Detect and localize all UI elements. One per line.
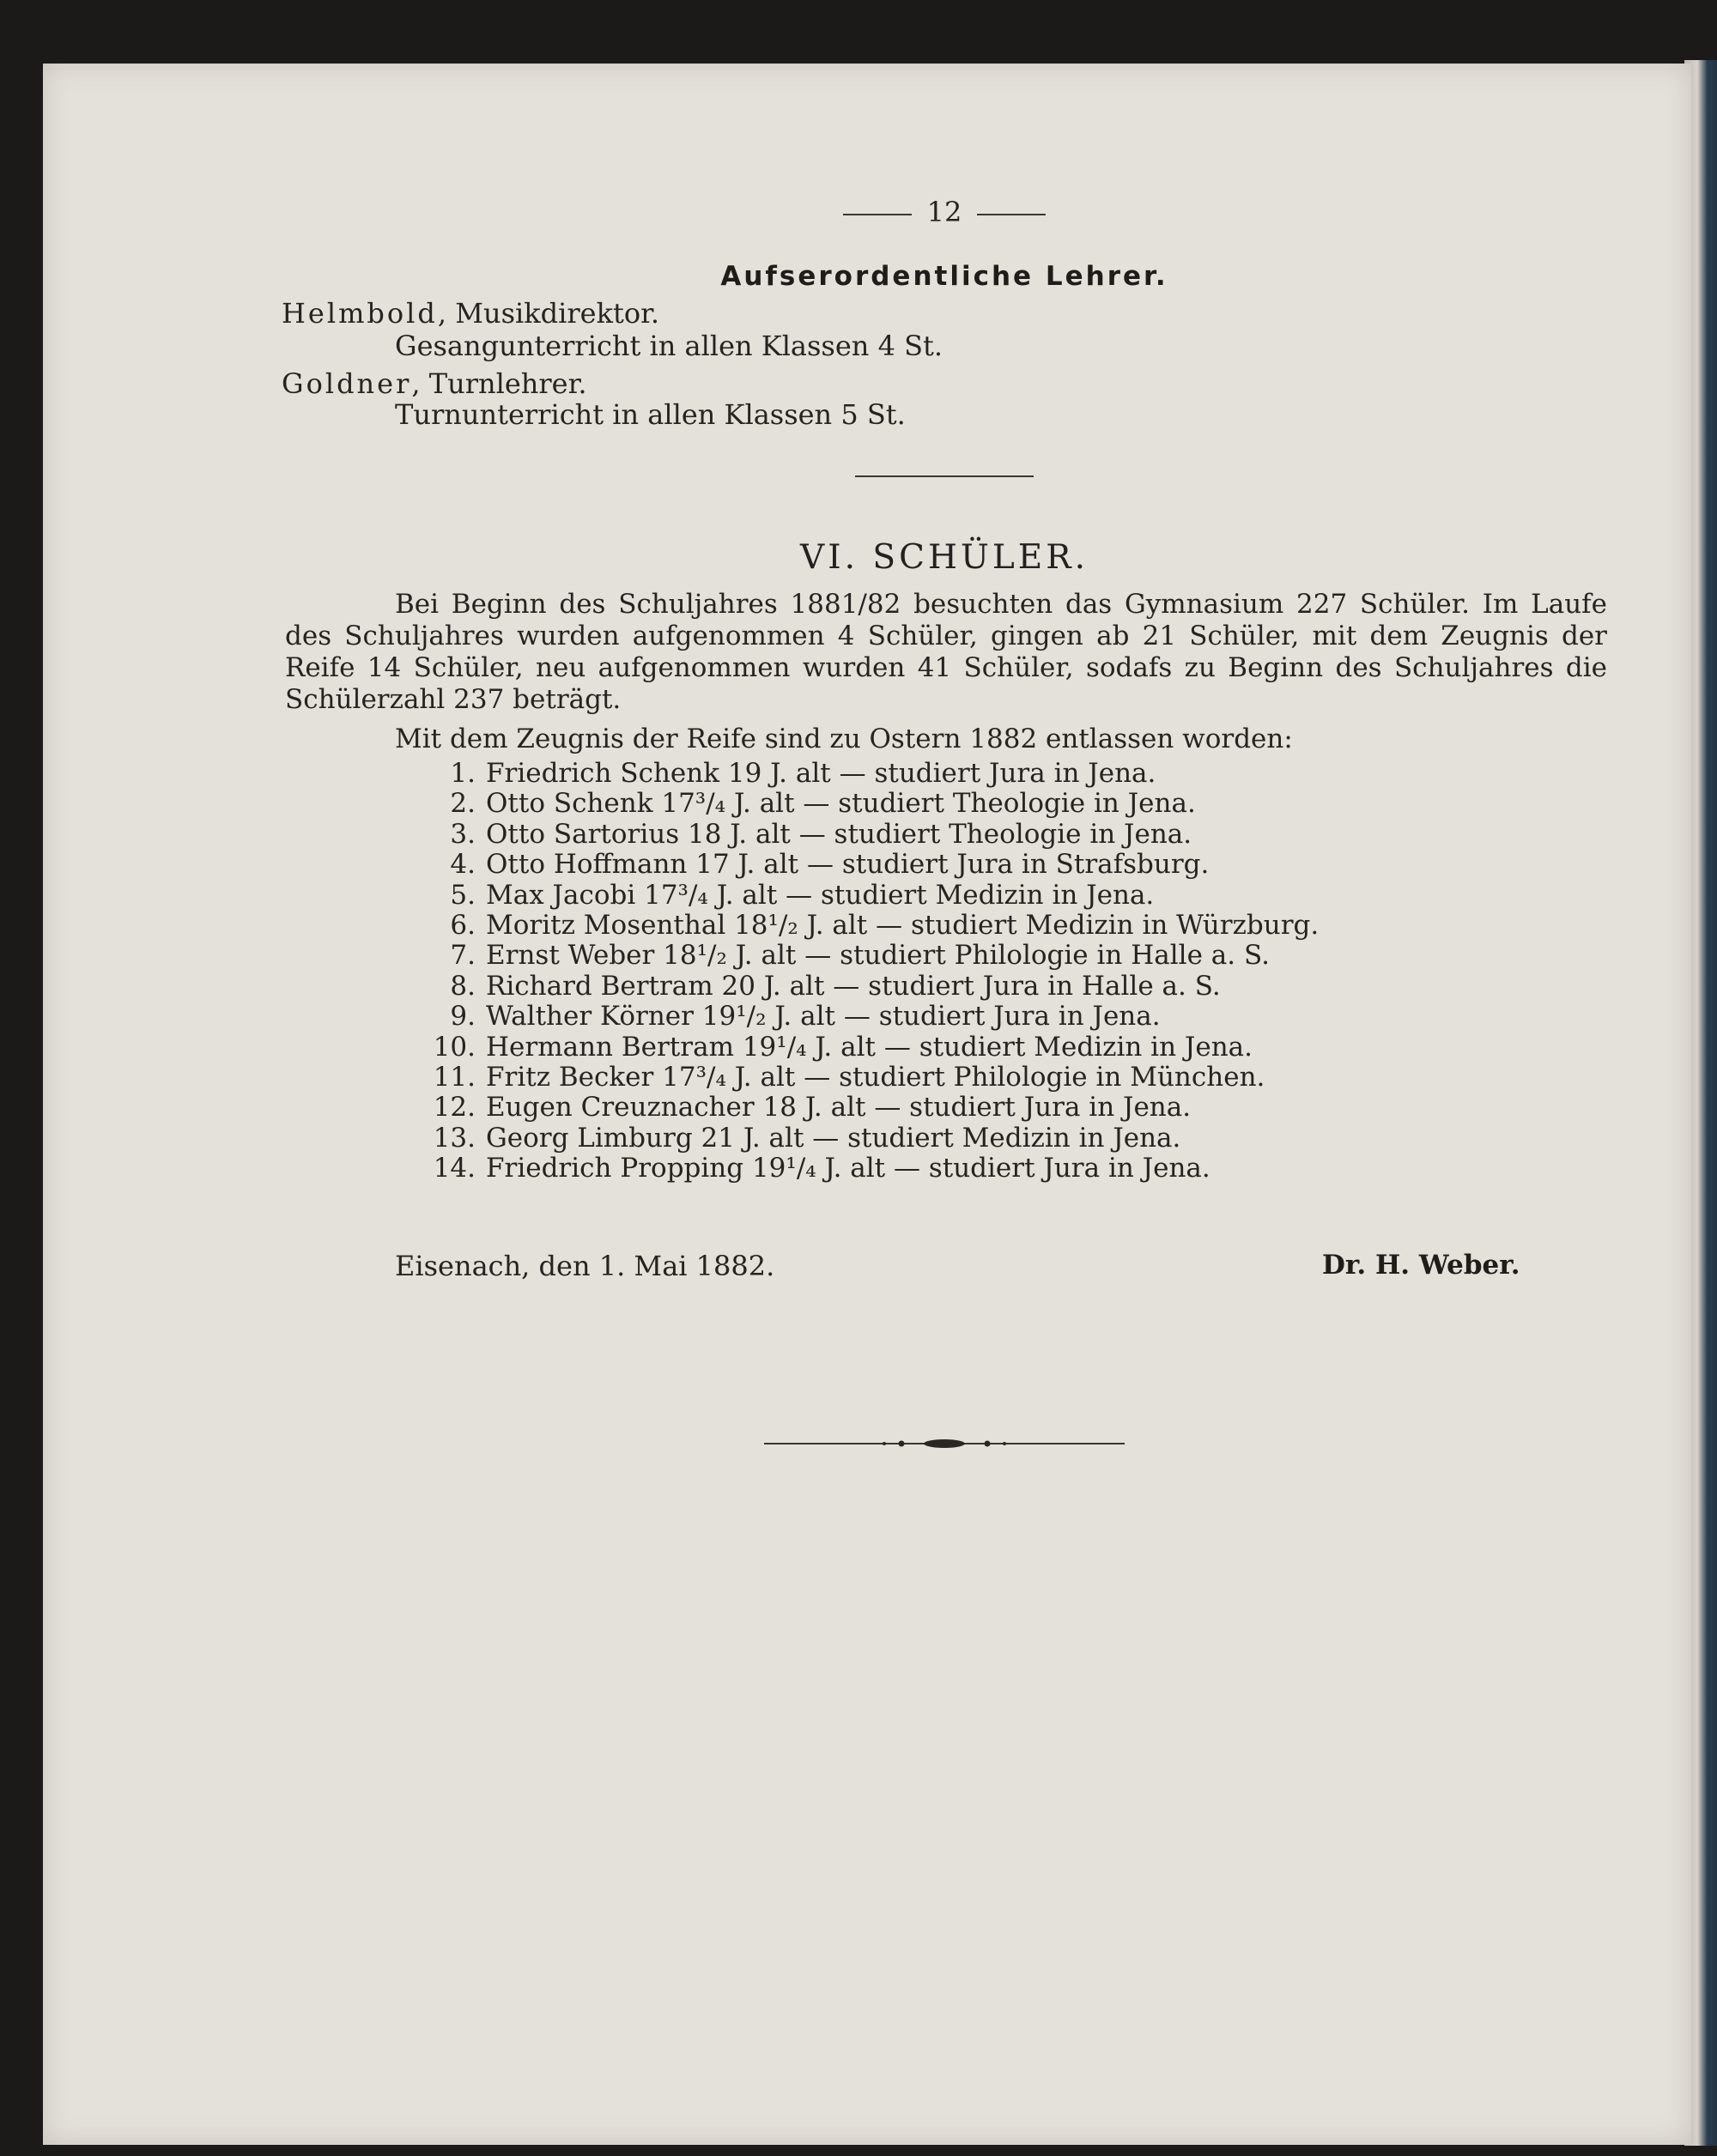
list-item-text: Ernst Weber 18¹/₂ J. alt — studiert Philologie in Halle a. S.	[486, 940, 1270, 972]
list-item	[421, 881, 1319, 911]
list-item-number: 1.	[450, 758, 476, 789]
teacher-name: Goldner	[282, 367, 412, 400]
list-item-text: Otto Sartorius 18 J. alt — studiert Theologie in Jena.	[486, 818, 1192, 850]
list-item-text: Friedrich Schenk 19 J. alt — studiert Jura in Jena.	[486, 758, 1156, 789]
list-item-number: 2.	[450, 788, 476, 820]
page-number	[824, 196, 1065, 228]
page-number-rule-right	[977, 214, 1046, 215]
teacher-role: , Musikdirektor.	[437, 297, 660, 330]
list-item-text: Eugen Creuznacher 18 J. alt — studiert Jura in Jena.	[486, 1092, 1192, 1123]
list-item-text: Friedrich Propping 19¹/₄ J. alt — studiert Jura in Jena.	[486, 1153, 1210, 1184]
list-item-text: Richard Bertram 20 J. alt — studiert Jura in Halle a. S.	[486, 970, 1221, 1002]
list-item-number: 10.	[433, 1031, 476, 1063]
teacher-entry	[282, 367, 587, 400]
list-item	[421, 1033, 1319, 1063]
teacher-subject: Turnunterricht in allen Klassen 5 St.	[395, 398, 906, 431]
list-item	[421, 1093, 1319, 1123]
list-item	[421, 1063, 1319, 1093]
closing-signature: Dr. H. Weber.	[1322, 1250, 1520, 1281]
extraordinary-teachers-heading: Aufserordentliche Lehrer.	[720, 261, 1168, 292]
ornament-divider-icon	[764, 1433, 1125, 1454]
list-item-number: 7.	[450, 940, 476, 972]
page-number-value: 12	[926, 196, 962, 228]
list-item-number: 5.	[450, 879, 476, 911]
section-divider	[855, 475, 1034, 477]
list-item-text: Otto Hoffmann 17 J. alt — studiert Jura in Strafsburg.	[486, 849, 1210, 881]
list-item-number: 13.	[433, 1122, 476, 1154]
list-item-text: Hermann Bertram 19¹/₄ J. alt — studiert Medizin in Jena.	[486, 1031, 1253, 1063]
list-item	[421, 972, 1319, 1002]
teacher-name: Helmbold	[282, 297, 438, 330]
list-item-number: 14.	[433, 1153, 476, 1184]
list-item-number: 4.	[450, 849, 476, 881]
list-item	[421, 789, 1319, 819]
teacher-entry	[282, 297, 659, 330]
graduates-list	[421, 759, 1319, 1184]
list-item-number: 12.	[433, 1092, 476, 1123]
list-item	[421, 820, 1319, 850]
list-item	[421, 1123, 1319, 1154]
list-item-text: Max Jacobi 17³/₄ J. alt — studiert Medizin in Jena.	[486, 879, 1155, 911]
list-intro: Mit dem Zeugnis der Reife sind zu Ostern 1882 entlassen worden:	[395, 724, 1293, 754]
list-item-number: 6.	[450, 910, 476, 942]
closing-place-date: Eisenach, den 1. Mai 1882.	[395, 1250, 775, 1282]
list-item	[421, 911, 1319, 941]
list-item-text: Georg Limburg 21 J. alt — studiert Medizin in Jena.	[486, 1122, 1181, 1154]
list-item	[421, 759, 1319, 789]
list-item	[421, 1154, 1319, 1184]
list-item-text: Otto Schenk 17³/₄ J. alt — studiert Theologie in Jena.	[486, 788, 1196, 820]
list-item	[421, 1002, 1319, 1032]
teacher-role: , Turnlehrer.	[411, 367, 587, 400]
list-item-number: 11.	[433, 1062, 476, 1093]
list-item-number: 3.	[450, 818, 476, 850]
section-paragraph: Bei Beginn des Schuljahres 1881/82 besuchten das Gymnasium 227 Schüler. Im Laufe des Schuljahres wurden aufgenommen 4 Schüler, gingen ab 21 Schüler, mit dem Zeugnis der Reife 14 Schüler, neu aufgenommen wurden 41 Schüler, sodafs zu Beginn des Schuljahres die Schülerzahl 237 beträgt.	[285, 589, 1607, 715]
list-item	[421, 941, 1319, 971]
list-item-number: 9.	[450, 1001, 476, 1033]
section-title: VI. SCHÜLER.	[800, 538, 1089, 577]
list-item-text: Walther Körner 19¹/₂ J. alt — studiert Jura in Jena.	[486, 1001, 1161, 1033]
page-number-rule-left	[843, 214, 912, 215]
teacher-subject: Gesangunterricht in allen Klassen 4 St.	[395, 330, 943, 362]
list-item-text: Fritz Becker 17³/₄ J. alt — studiert Philologie in München.	[486, 1062, 1265, 1093]
list-item-number: 8.	[450, 970, 476, 1002]
list-item-text: Moritz Mosenthal 18¹/₂ J. alt — studiert Medizin in Würzburg.	[486, 910, 1320, 942]
list-item	[421, 850, 1319, 880]
